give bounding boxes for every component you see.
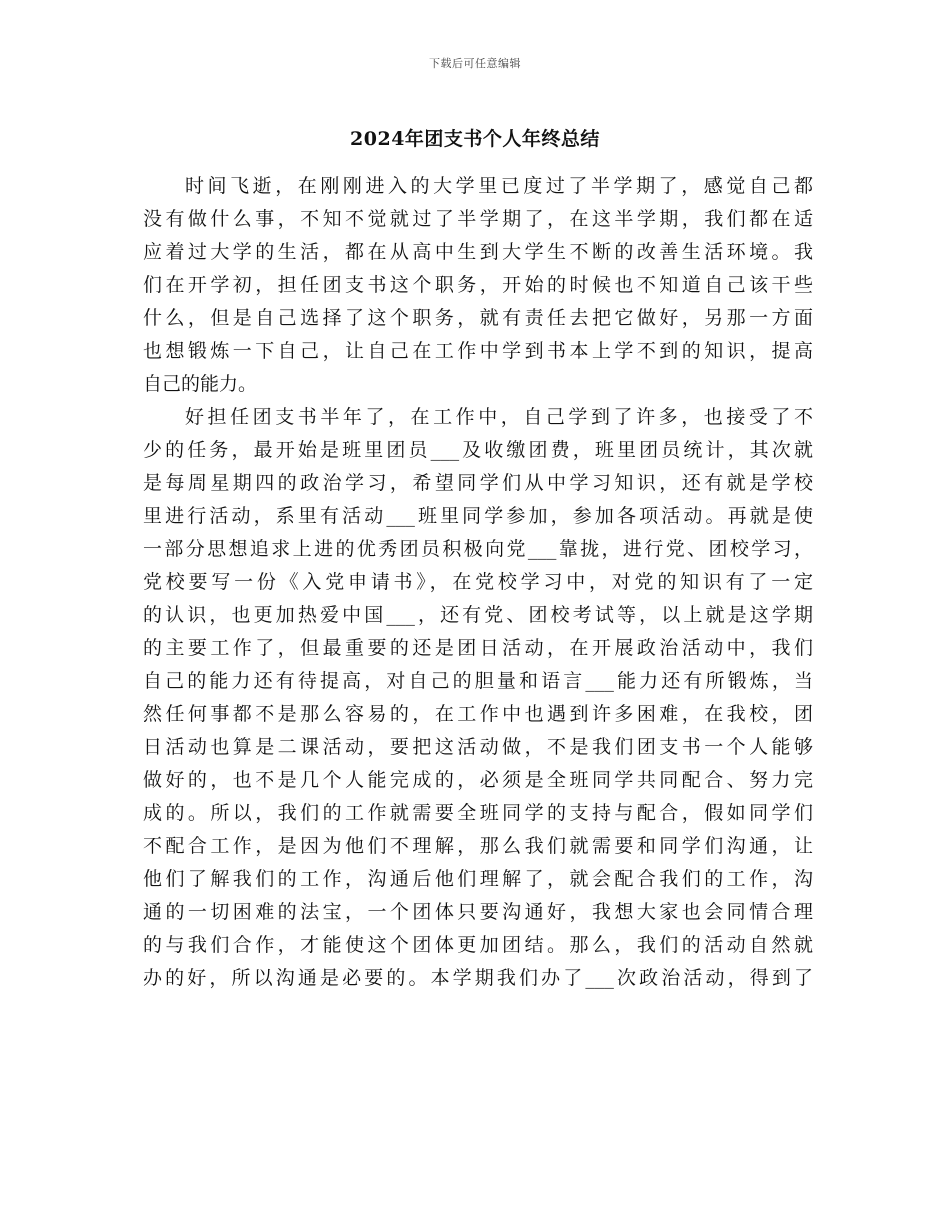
text-line: 的与我们合作，才能使这个团体更加团结。那么，我们的活动自然就 (143, 934, 813, 956)
text-line: 通的一切困难的法宝，一个团体只要沟通好，我想大家也会同情合理 (143, 901, 813, 923)
text-line: 不配合工作，是因为他们不理解，那么我们就需要和同学们沟通，让 (143, 835, 813, 857)
text-line: 他们了解我们的工作，沟通后他们理解了，就会配合我们的工作，沟 (143, 868, 813, 890)
text-line: 成的。所以，我们的工作就需要全班同学的支持与配合，假如同学们 (143, 802, 813, 824)
document-body (143, 170, 813, 995)
text-line: 日活动也算是二课活动，要把这活动做，不是我们团支书一个人能够 (143, 736, 813, 758)
paragraph-2 (143, 401, 813, 995)
text-line: 的认识，也更加热爱中国___，还有党、团校考试等，以上就是这学期 (143, 604, 813, 626)
text-line: 没有做什么事，不知不觉就过了半学期了，在这半学期，我们都在适 (143, 208, 813, 230)
text-line: 什么，但是自己选择了这个职务，就有责任去把它做好，另那一方面 (143, 307, 813, 329)
text-line: 也想锻炼一下自己，让自己在工作中学到书本上学不到的知识，提高 (143, 340, 813, 362)
text-line: 一部分思想追求上进的优秀团员积极向党___靠拢，进行党、团校学习， (143, 538, 813, 560)
text-line: 做好的，也不是几个人能完成的，必须是全班同学共同配合、努力完 (143, 769, 813, 791)
text-line: 党校要写一份《入党申请书》，在党校学习中，对党的知识有了一定 (143, 571, 813, 593)
paragraph-1 (143, 170, 813, 401)
text-line: 们在开学初，担任团支书这个职务，开始的时候也不知道自己该干些 (143, 274, 813, 296)
text-line: 自己的能力还有待提高，对自己的胆量和语言___能力还有所锻炼，当 (143, 670, 813, 692)
text-line: 好担任团支书半年了，在工作中，自己学到了许多，也接受了不 (185, 406, 813, 428)
text-line: 里进行活动，系里有活动___班里同学参加，参加各项活动。再就是使 (143, 505, 813, 527)
document-title: 2024年团支书个人年终总结 (350, 128, 600, 150)
text-line: 办的好，所以沟通是必要的。本学期我们办了___次政治活动，得到了 (143, 967, 813, 989)
text-line: 少的任务，最开始是班里团员___及收缴团费，班里团员统计，其次就 (143, 439, 813, 461)
header-note: 下载后可任意编辑 (429, 57, 521, 70)
text-line: 是每周星期四的政治学习，希望同学们从中学习知识，还有就是学校 (143, 472, 813, 494)
text-line: 自己的能力。 (143, 373, 258, 395)
text-line: 的主要工作了，但最重要的还是团日活动，在开展政治活动中，我们 (143, 637, 813, 659)
text-line: 然任何事都不是那么容易的，在工作中也遇到许多困难，在我校，团 (143, 703, 813, 725)
text-line: 时间飞逝，在刚刚进入的大学里已度过了半学期了，感觉自己都 (185, 175, 813, 197)
text-line: 应着过大学的生活，都在从高中生到大学生不断的改善生活环境。我 (143, 241, 813, 263)
